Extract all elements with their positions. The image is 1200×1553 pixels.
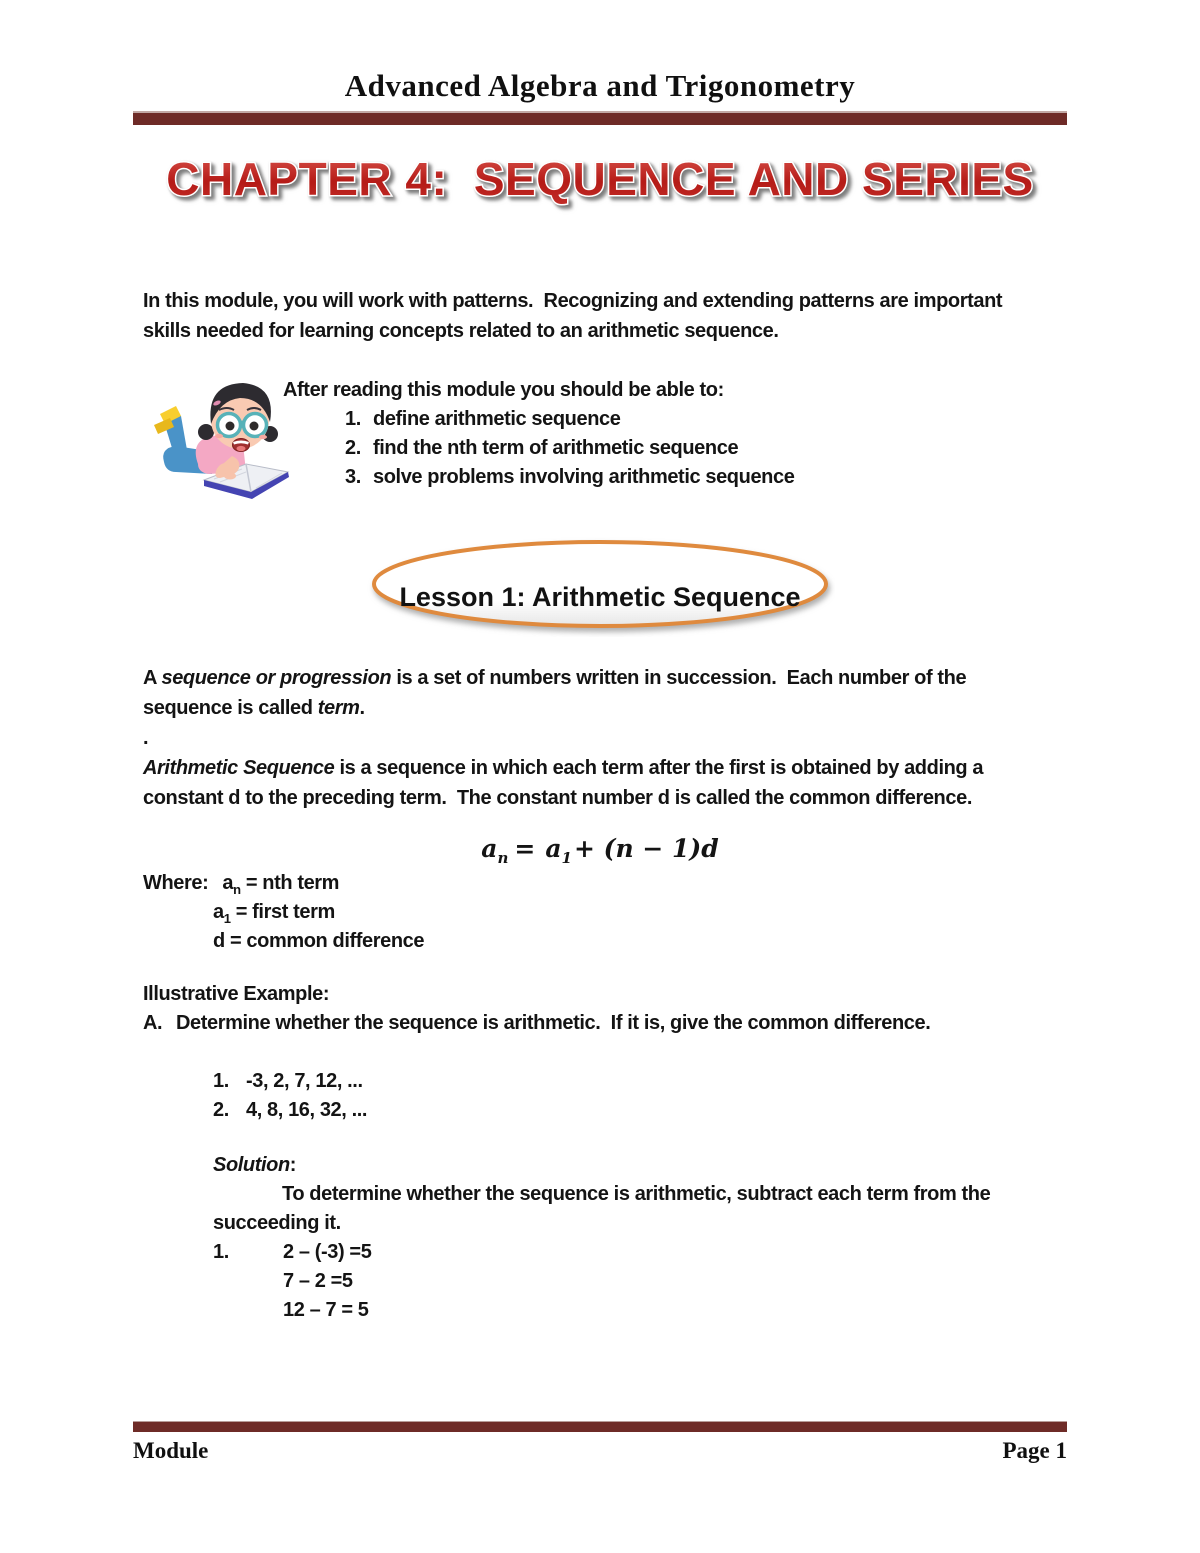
arithmetic-definition-line-2: constant d to the preceding term. The constant number d is called the common difference. — [143, 787, 972, 809]
where-line-first-term: $a_1$ = first term — [213, 901, 335, 926]
objectives-section — [133, 370, 1067, 505]
solution-step — [213, 1238, 1067, 1267]
chapter-title: CHAPTER 4: SEQUENCE AND SERIES — [166, 153, 1034, 205]
lesson-title: Lesson 1: Arithmetic Sequence — [399, 582, 801, 612]
formula-lhs: a — [481, 834, 498, 863]
formula-legend — [143, 869, 1067, 956]
sequence-definition-line-1: A sequence or progression is a set of numbers written in succession. Each number of the — [143, 667, 967, 689]
formula-lhs-subscript: n — [497, 849, 509, 867]
page-footer — [133, 1421, 1067, 1464]
objective-marker: 1. — [345, 408, 361, 430]
chapter-title-banner — [133, 139, 1067, 221]
objective-item — [283, 463, 794, 492]
solution-step-expression: 7 – 2 =5 — [283, 1270, 353, 1292]
sequence-item-marker: 2. — [213, 1099, 229, 1121]
where-line-nth-term: Where: $a_n$ = nth term — [143, 872, 340, 897]
sequence-item-text: 4, 8, 16, 32, ... — [246, 1099, 368, 1121]
stray-period: . — [143, 727, 149, 749]
sequence-item-text: -3, 2, 7, 12, ... — [246, 1070, 363, 1092]
formula-rhs-subscript: 1 — [561, 849, 572, 867]
objectives-lead: After reading this module you should be able to: — [283, 379, 724, 401]
where-label: Where: — [143, 872, 209, 894]
term-arithmetic-sequence: Arithmetic Sequence — [143, 757, 335, 779]
footer-module-label: Module — [133, 1438, 209, 1463]
objective-item — [283, 434, 794, 463]
arithmetic-definition-line-1: Arithmetic Sequence is a sequence in which each term after the first is obtained by adding a — [143, 757, 984, 779]
solution-paragraph-line-1: To determine whether the sequence is arithmetic, subtract each term from the — [282, 1183, 991, 1205]
blush — [215, 434, 223, 438]
formula-rhs-rest: + (n − 1)d — [573, 834, 719, 863]
pigtail — [198, 424, 214, 440]
objective-text: solve problems involving arithmetic sequence — [373, 466, 795, 488]
solution-step-expression: 12 – 7 = 5 — [283, 1299, 369, 1321]
intro-paragraph — [143, 286, 1067, 346]
sequence-item-marker: 1. — [213, 1070, 229, 1092]
definitions-section — [143, 663, 1067, 813]
formula-equals: = — [514, 834, 536, 863]
eye — [226, 422, 235, 431]
header-rule — [133, 111, 1067, 125]
hand-shape — [224, 473, 236, 480]
lesson-banner — [0, 537, 1200, 637]
objective-text: define arithmetic sequence — [373, 408, 621, 430]
example-item-a — [143, 1009, 1067, 1038]
intro-line-1: In this module, you will work with patterns. Recognizing and extending patterns are important — [143, 290, 1003, 312]
glasses-bridge — [241, 422, 244, 423]
illustrative-example-section — [143, 980, 1067, 1125]
eye — [250, 422, 259, 431]
sequence-list-item — [213, 1067, 1067, 1096]
example-item-a-text: Determine whether the sequence is arithmetic. If it is, give the common difference. — [176, 1012, 931, 1034]
objective-marker: 2. — [345, 437, 361, 459]
objective-item — [283, 405, 794, 434]
where-line-common-difference: d = common difference — [213, 930, 425, 952]
tongue — [237, 446, 246, 451]
solution-step-expression: 2 – (-3) =5 — [283, 1241, 372, 1263]
solution-step-marker: 1. — [213, 1241, 229, 1263]
intro-line-2: skills needed for learning concepts related to an arithmetic sequence. — [143, 320, 779, 342]
term-sequence-or-progression: sequence or progression — [161, 667, 392, 689]
formula-rhs: a — [545, 834, 562, 863]
blush — [259, 435, 267, 439]
sequence-list — [213, 1067, 1067, 1125]
sequence-list-item — [213, 1096, 1067, 1125]
girl-reading-illustration — [148, 370, 298, 505]
solution-paragraph-line-2: succeeding it. — [213, 1212, 341, 1234]
example-heading: Illustrative Example: — [143, 983, 330, 1005]
solution-section — [213, 1151, 1067, 1325]
page-header-title: Advanced Algebra and Trigonometry — [344, 68, 856, 103]
objectives-text — [283, 370, 794, 492]
term-term: term — [317, 697, 360, 719]
objective-text: find the nth term of arithmetic sequence — [373, 437, 739, 459]
objective-marker: 3. — [345, 466, 361, 488]
footer-rule — [133, 1421, 1067, 1432]
footer-page-number: Page 1 — [1002, 1438, 1067, 1463]
example-item-a-marker: A. — [143, 1012, 163, 1034]
footer-row — [133, 1438, 1067, 1464]
arithmetic-sequence-formula — [0, 829, 1200, 869]
sequence-definition-line-2: sequence is called term. — [143, 697, 365, 719]
solution-heading: Solution: — [213, 1154, 297, 1176]
